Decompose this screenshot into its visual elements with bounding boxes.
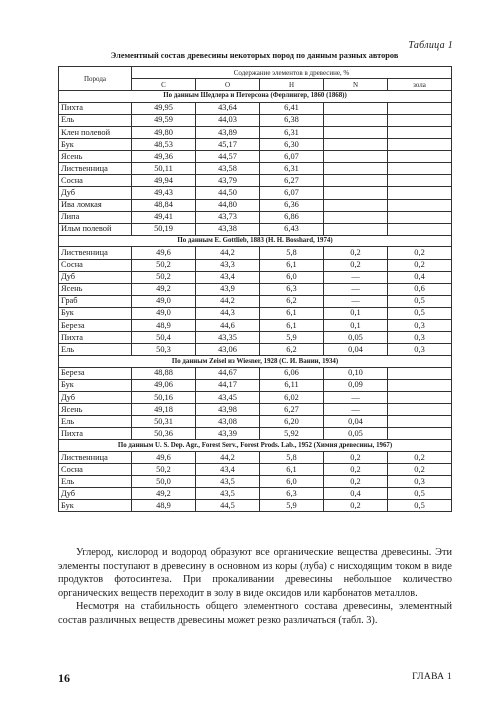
value-cell: [324, 199, 388, 211]
table-row: [59, 259, 452, 271]
value-cell: 48,9: [132, 500, 196, 512]
value-cell: 6,07: [260, 151, 324, 163]
species-cell: Ясень: [59, 404, 132, 416]
value-cell: —: [324, 271, 388, 283]
table-row: [59, 344, 452, 356]
value-cell: 6,30: [260, 139, 324, 151]
table-row: [59, 404, 452, 416]
species-cell: Граб: [59, 295, 132, 307]
value-cell: 0,2: [388, 247, 452, 259]
species-cell: Бук: [59, 139, 132, 151]
value-cell: —: [324, 404, 388, 416]
species-cell: Бук: [59, 379, 132, 391]
species-cell: Клен полевой: [59, 126, 132, 138]
species-cell: Дуб: [59, 392, 132, 404]
value-cell: 49,2: [132, 488, 196, 500]
species-cell: Бук: [59, 307, 132, 319]
value-cell: [388, 367, 452, 379]
value-cell: 6,20: [260, 416, 324, 428]
value-cell: 5,92: [260, 428, 324, 440]
value-cell: [388, 163, 452, 175]
value-cell: 0,5: [388, 500, 452, 512]
table-row: [59, 295, 452, 307]
value-cell: 49,0: [132, 295, 196, 307]
value-cell: 0,1: [324, 319, 388, 331]
value-cell: 0,5: [388, 295, 452, 307]
value-cell: [388, 102, 452, 114]
value-cell: 43,9: [196, 283, 260, 295]
value-cell: —: [324, 295, 388, 307]
species-cell: Бук: [59, 500, 132, 512]
table-row: [59, 126, 452, 138]
species-header: Порода: [59, 67, 132, 91]
table-row: [59, 283, 452, 295]
value-cell: 44,2: [196, 295, 260, 307]
species-cell: Ильм полевой: [59, 223, 132, 235]
table-row: [59, 428, 452, 440]
value-cell: 0,1: [324, 307, 388, 319]
value-cell: 0,2: [324, 500, 388, 512]
table-row: [59, 102, 452, 114]
value-cell: 43,39: [196, 428, 260, 440]
value-cell: 49,59: [132, 114, 196, 126]
value-cell: 6,41: [260, 102, 324, 114]
value-cell: 50,0: [132, 476, 196, 488]
paragraph: Углерод, кислород и водород образуют все органические вещества древесины. Эти элементы поступают в древесину в основном из коры (луба) с нисходящим током в виде продуктов фотосинтеза. При прокаливании древесины небольшое количество органических веществ переходит в золу в виде оксидов или карбонатов металлов.: [58, 547, 452, 599]
value-cell: 49,18: [132, 404, 196, 416]
section-row: [59, 235, 452, 247]
value-cell: [388, 126, 452, 138]
value-cell: 43,06: [196, 344, 260, 356]
value-cell: 50,2: [132, 271, 196, 283]
value-cell: 44,17: [196, 379, 260, 391]
value-cell: 48,88: [132, 367, 196, 379]
value-cell: 5,9: [260, 500, 324, 512]
species-cell: Ель: [59, 476, 132, 488]
species-cell: Ясень: [59, 151, 132, 163]
value-cell: 43,3: [196, 259, 260, 271]
value-cell: 43,5: [196, 488, 260, 500]
table-row: [59, 175, 452, 187]
value-cell: 43,35: [196, 332, 260, 344]
value-cell: 6,27: [260, 175, 324, 187]
species-cell: Пихта: [59, 102, 132, 114]
chapter-label: ГЛАВА 1: [412, 672, 452, 682]
value-cell: 6,2: [260, 344, 324, 356]
value-cell: 0,2: [324, 476, 388, 488]
table-row: [59, 114, 452, 126]
species-cell: Пихта: [59, 428, 132, 440]
table-row: [59, 271, 452, 283]
value-cell: 44,3: [196, 307, 260, 319]
value-cell: 49,41: [132, 211, 196, 223]
value-cell: 6,02: [260, 392, 324, 404]
value-cell: 50,11: [132, 163, 196, 175]
section-row: [59, 356, 452, 368]
table-row: [59, 452, 452, 464]
value-cell: [388, 428, 452, 440]
value-cell: 44,2: [196, 452, 260, 464]
value-cell: 49,6: [132, 247, 196, 259]
value-cell: 44,2: [196, 247, 260, 259]
value-cell: 6,07: [260, 187, 324, 199]
value-cell: [388, 223, 452, 235]
table-row: [59, 416, 452, 428]
value-cell: 0,2: [324, 464, 388, 476]
value-cell: 44,67: [196, 367, 260, 379]
col-header-ash: зола: [388, 79, 452, 91]
value-cell: 0,3: [388, 344, 452, 356]
value-cell: 0,09: [324, 379, 388, 391]
value-cell: 49,80: [132, 126, 196, 138]
table-row: [59, 476, 452, 488]
value-cell: 0,10: [324, 367, 388, 379]
table-row: [59, 379, 452, 391]
value-cell: 0,2: [388, 464, 452, 476]
value-cell: 5,8: [260, 247, 324, 259]
value-cell: 43,4: [196, 271, 260, 283]
value-cell: 6,0: [260, 476, 324, 488]
value-cell: 45,17: [196, 139, 260, 151]
value-cell: 43,5: [196, 476, 260, 488]
value-cell: 49,43: [132, 187, 196, 199]
value-cell: [324, 211, 388, 223]
value-cell: —: [324, 283, 388, 295]
value-cell: 44,5: [196, 500, 260, 512]
species-cell: Сосна: [59, 175, 132, 187]
table-row: [59, 199, 452, 211]
value-cell: 50,2: [132, 464, 196, 476]
table-row: [59, 139, 452, 151]
value-cell: 50,16: [132, 392, 196, 404]
col-header-n: N: [324, 79, 388, 91]
species-cell: Сосна: [59, 259, 132, 271]
table-row: [59, 464, 452, 476]
value-cell: 44,6: [196, 319, 260, 331]
species-cell: Липа: [59, 211, 132, 223]
value-cell: 0,3: [388, 319, 452, 331]
species-cell: Лиственница: [59, 247, 132, 259]
table-row: [59, 187, 452, 199]
value-cell: 6,11: [260, 379, 324, 391]
species-cell: Лиственница: [59, 452, 132, 464]
value-cell: 6,38: [260, 114, 324, 126]
value-cell: —: [324, 392, 388, 404]
value-cell: 6,3: [260, 488, 324, 500]
species-cell: Ясень: [59, 283, 132, 295]
value-cell: 6,1: [260, 307, 324, 319]
section-row: [59, 91, 452, 103]
species-cell: Пихта: [59, 332, 132, 344]
value-cell: 49,06: [132, 379, 196, 391]
species-cell: Дуб: [59, 187, 132, 199]
value-cell: [324, 114, 388, 126]
value-cell: [324, 126, 388, 138]
value-cell: 6,1: [260, 319, 324, 331]
value-cell: [388, 151, 452, 163]
value-cell: 0,5: [388, 307, 452, 319]
value-cell: 50,4: [132, 332, 196, 344]
value-cell: [388, 379, 452, 391]
species-cell: Береза: [59, 367, 132, 379]
species-cell: Ель: [59, 416, 132, 428]
value-cell: [324, 223, 388, 235]
value-cell: 6,1: [260, 464, 324, 476]
value-cell: [324, 151, 388, 163]
value-cell: 44,57: [196, 151, 260, 163]
table-caption: Элементный состав древесины некоторых пород по данным разных авторов: [110, 51, 399, 60]
value-cell: 0,4: [388, 271, 452, 283]
table-row: [59, 332, 452, 344]
table-row: [59, 211, 452, 223]
value-cell: [388, 404, 452, 416]
table-row: [59, 151, 452, 163]
value-cell: 6,43: [260, 223, 324, 235]
value-cell: 44,50: [196, 187, 260, 199]
col-header-h: H: [260, 79, 324, 91]
section-title: По данным Шедлера и Петерсона (Ферлингер, 1860 (1868)): [59, 91, 452, 103]
section-title: По данным U. S. Dep. Agr., Forest Serv., Forest Prods. Lab., 1952 (Химия древесины, 1967): [59, 440, 452, 452]
table-label: Таблица 1: [408, 40, 453, 51]
value-cell: 48,53: [132, 139, 196, 151]
species-cell: Ель: [59, 114, 132, 126]
value-cell: 48,9: [132, 319, 196, 331]
value-cell: 50,31: [132, 416, 196, 428]
section-row: [59, 440, 452, 452]
species-cell: Дуб: [59, 271, 132, 283]
value-cell: 0,2: [324, 247, 388, 259]
value-cell: 49,2: [132, 283, 196, 295]
value-cell: 0,05: [324, 332, 388, 344]
value-cell: 43,58: [196, 163, 260, 175]
table-row: [59, 307, 452, 319]
value-cell: 49,0: [132, 307, 196, 319]
value-cell: 0,04: [324, 344, 388, 356]
value-cell: 6,36: [260, 199, 324, 211]
value-cell: 43,38: [196, 223, 260, 235]
value-cell: [388, 199, 452, 211]
value-cell: 43,64: [196, 102, 260, 114]
value-cell: [388, 139, 452, 151]
value-cell: 5,9: [260, 332, 324, 344]
value-cell: 43,73: [196, 211, 260, 223]
value-cell: 50,19: [132, 223, 196, 235]
value-cell: 49,94: [132, 175, 196, 187]
table-row: [59, 319, 452, 331]
value-cell: 44,03: [196, 114, 260, 126]
value-cell: 43,98: [196, 404, 260, 416]
species-cell: Ива ломкая: [59, 199, 132, 211]
value-cell: 50,2: [132, 259, 196, 271]
value-cell: 6,0: [260, 271, 324, 283]
value-cell: 0,04: [324, 416, 388, 428]
value-cell: 0,6: [388, 283, 452, 295]
table-row: [59, 223, 452, 235]
value-cell: [388, 175, 452, 187]
value-cell: 50,3: [132, 344, 196, 356]
value-cell: 6,1: [260, 259, 324, 271]
paragraph: Несмотря на стабильность общего элементного состава древесины, элементный состав различных веществ древесины может резко различаться (табл. 3).: [58, 601, 452, 626]
species-cell: Дуб: [59, 488, 132, 500]
species-cell: Сосна: [59, 464, 132, 476]
value-cell: 0,05: [324, 428, 388, 440]
value-cell: 6,31: [260, 126, 324, 138]
value-cell: [324, 187, 388, 199]
value-cell: 0,3: [388, 476, 452, 488]
value-cell: [388, 392, 452, 404]
value-cell: 50,36: [132, 428, 196, 440]
value-cell: [324, 102, 388, 114]
value-cell: 49,36: [132, 151, 196, 163]
value-cell: 6,2: [260, 295, 324, 307]
value-cell: 0,5: [388, 488, 452, 500]
value-cell: 49,95: [132, 102, 196, 114]
table-row: [59, 163, 452, 175]
value-cell: 44,80: [196, 199, 260, 211]
value-cell: [324, 175, 388, 187]
content-group-header: Содержание элементов в древесине, %: [132, 67, 452, 79]
section-title: По данным E. Gottlieb, 1883 (Н. Н. Bosshard, 1974): [59, 235, 452, 247]
value-cell: [324, 139, 388, 151]
value-cell: 49,6: [132, 452, 196, 464]
value-cell: 0,2: [324, 259, 388, 271]
value-cell: 6,31: [260, 163, 324, 175]
value-cell: 6,86: [260, 211, 324, 223]
value-cell: 6,06: [260, 367, 324, 379]
value-cell: 6,27: [260, 404, 324, 416]
value-cell: 48,84: [132, 199, 196, 211]
page-number: 16: [58, 671, 70, 685]
value-cell: [388, 114, 452, 126]
value-cell: 43,79: [196, 175, 260, 187]
table-row: [59, 247, 452, 259]
section-title: По данным Zeisel из Wiesner, 1928 (С. И. Ванин, 1934): [59, 356, 452, 368]
value-cell: 0,2: [388, 259, 452, 271]
value-cell: 0,2: [324, 452, 388, 464]
body-text: [58, 546, 452, 628]
value-cell: 43,4: [196, 464, 260, 476]
value-cell: 43,45: [196, 392, 260, 404]
value-cell: [324, 163, 388, 175]
value-cell: 0,3: [388, 332, 452, 344]
species-cell: Ель: [59, 344, 132, 356]
value-cell: 5,8: [260, 452, 324, 464]
col-header-o: O: [196, 79, 260, 91]
element-composition-table: [58, 66, 452, 512]
value-cell: 0,4: [324, 488, 388, 500]
value-cell: 6,3: [260, 283, 324, 295]
table-row: [59, 500, 452, 512]
table-row: [59, 367, 452, 379]
value-cell: 43,89: [196, 126, 260, 138]
value-cell: 43,08: [196, 416, 260, 428]
value-cell: [388, 211, 452, 223]
table-row: [59, 392, 452, 404]
value-cell: 0,2: [388, 452, 452, 464]
species-cell: Береза: [59, 319, 132, 331]
species-cell: Лиственница: [59, 163, 132, 175]
table-row: [59, 488, 452, 500]
value-cell: [388, 416, 452, 428]
col-header-c: C: [132, 79, 196, 91]
table-body: [59, 91, 452, 512]
value-cell: [388, 187, 452, 199]
